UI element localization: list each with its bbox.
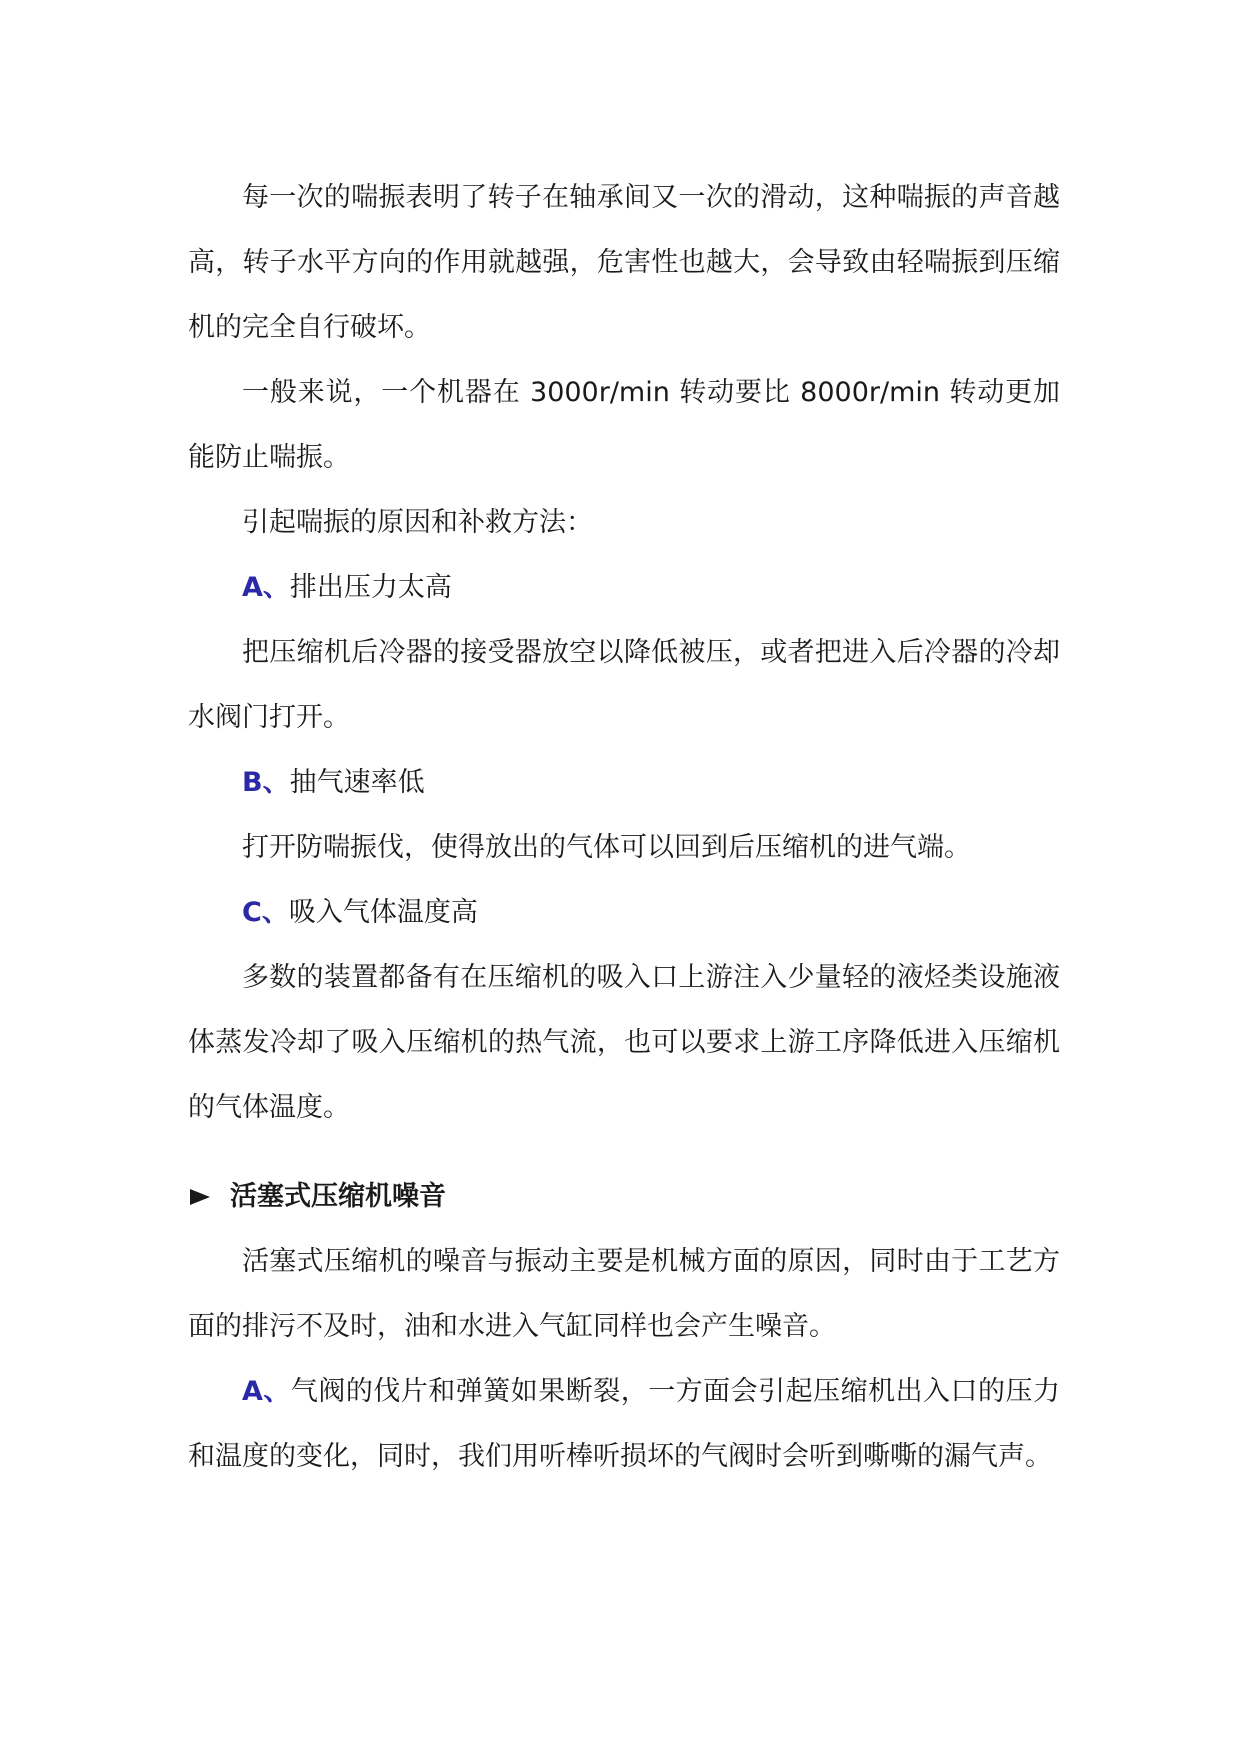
item-a-discharge-pressure <box>188 555 1060 620</box>
paragraph-remedy-a: 把压缩机后冷器的接受器放空以降低被压，或者把进入后冷器的冷却水阀门打开。 <box>188 637 1060 733</box>
section-heading <box>188 1164 1060 1229</box>
item-text: 吸入气体温度高 <box>288 897 478 928</box>
section-heading-text: 活塞式压缩机噪音 <box>230 1181 446 1212</box>
item-text: 排出压力太高 <box>289 572 452 603</box>
item-letter: A、 <box>242 1376 291 1407</box>
item-b-extraction-rate <box>188 750 1060 815</box>
item-c-intake-temperature <box>188 880 1060 945</box>
item-letter: C、 <box>242 897 289 928</box>
item-a-valve-failure <box>188 1359 1060 1489</box>
paragraph-piston-noise: 活塞式压缩机的噪音与振动主要是机械方面的原因，同时由于工艺方面的排污不及时，油和水进入气缸同样也会产生噪音。 <box>188 1246 1060 1342</box>
item-letter: A、 <box>242 572 290 603</box>
item-letter: B、 <box>242 767 290 798</box>
arrow-bullet-icon <box>190 1189 210 1205</box>
document-page <box>188 165 1060 1489</box>
paragraph-speed-comparison: 一般来说，一个机器在 3000r/min 转动要比 8000r/min 转动更加能防止喘振。 <box>188 377 1060 473</box>
paragraph-causes-intro: 引起喘振的原因和补救方法： <box>242 507 593 538</box>
item-text: 抽气速率低 <box>289 767 425 798</box>
item-text: 气阀的伐片和弹簧如果断裂，一方面会引起压缩机出入口的压力和温度的变化，同时，我们用听棒听损坏的气阀时会听到嘶嘶的漏气声。 <box>188 1376 1060 1472</box>
paragraph-surge-description: 每一次的喘振表明了转子在轴承间又一次的滑动，这种喘振的声音越高，转子水平方向的作用就越强，危害性也越大，会导致由轻喘振到压缩机的完全自行破坏。 <box>188 182 1060 343</box>
paragraph-remedy-b: 打开防喘振伐，使得放出的气体可以回到后压缩机的进气端。 <box>242 832 971 863</box>
paragraph-remedy-c: 多数的装置都备有在压缩机的吸入口上游注入少量轻的液烃类设施液体蒸发冷却了吸入压缩机的热气流，也可以要求上游工序降低进入压缩机的气体温度。 <box>188 962 1060 1123</box>
